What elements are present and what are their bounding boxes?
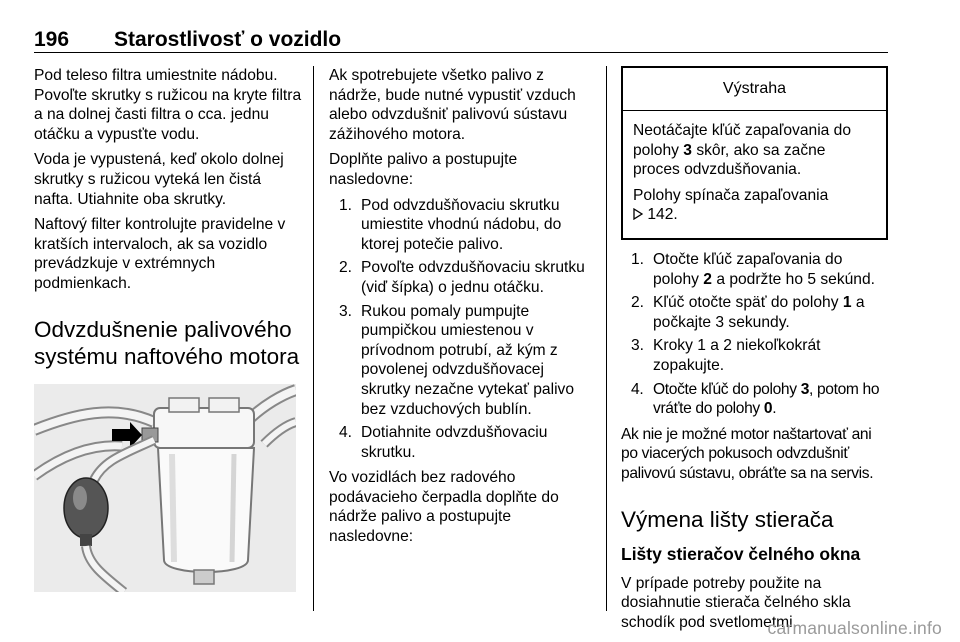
- warning-text: Neotáčajte kľúč zapaľovania do polohy 3 skôr, ako sa začne proces odvzdušňovania.: [633, 122, 852, 179]
- warning-box: [621, 66, 888, 240]
- paragraph-wiper-step: V prípade potreby použite na dosiahnutie stierača čelného skla schodík pod svetlometmi.: [621, 574, 851, 631]
- warning-reference: Polohy spínača zapaľovania 142.: [633, 186, 876, 226]
- warning-title: Výstraha: [623, 68, 886, 111]
- watermark: carmanualsonline.info: [767, 618, 942, 638]
- page-number: 196: [34, 28, 70, 51]
- list-item: 1. Otočte kľúč zapaľovania do polohy 2 a podržte ho 5 sekúnd.: [631, 250, 875, 288]
- ignition-steps: [621, 250, 888, 419]
- fuel-filter-diagram: [34, 384, 296, 592]
- bleeding-steps: [329, 196, 591, 463]
- subsection-title-windscreen: Lišty stieračov čelného okna: [621, 543, 861, 564]
- list-item: 2. Kľúč otočte späť do polohy 1 a počkajte 3 sekundy.: [631, 294, 865, 331]
- fuel-filter-illustration: [34, 384, 296, 592]
- paragraph-drain-water: Pod teleso filtra umiestnite nádobu. Povoľte skrutky s ružicou na kryte filtra a na dolnej časti filtra o cca. jednu otáčku a vypusťte vodu.: [34, 67, 302, 143]
- list-item: 2. Povoľte odvzdušňovaciu skrutku (viď šípka) o jednu otáčku.: [339, 259, 585, 296]
- paragraph-tighten-screws: Voda je vypustená, keď okolo dolnej skrutky s ružicou vyteká len čistá nafta. Utiahnite oba skrutky.: [34, 151, 284, 208]
- list-item: 4. Dotiahnite odvzdušňovaciu skrutku.: [339, 424, 548, 461]
- paragraph-refuel: Doplňte palivo a postupujte nasledovne:: [329, 151, 518, 188]
- warning-body: [623, 111, 886, 238]
- section-title-bleeding: Odvzdušnenie palivového systému naftového motora: [34, 316, 300, 369]
- section-title-wiper: Výmena lišty stierača: [621, 506, 834, 532]
- paragraph-contact-service: Ak nie je možné motor naštartovať ani po viacerých pokusoch odvzdušniť palivovú sústavu, obráťte sa na servis.: [621, 425, 874, 482]
- paragraph-empty-tank: Ak spotrebujete všetko palivo z nádrže, bude nutné vypustiť vzduch alebo odvzdušniť palivovú sústavu zážihového motora.: [329, 67, 576, 143]
- list-item: 4. Otočte kľúč do polohy 3, potom ho vráťte do polohy 0.: [631, 380, 880, 418]
- column-left: [34, 66, 302, 592]
- column-right: [621, 66, 888, 638]
- page-reference-link[interactable]: 142.: [647, 206, 678, 224]
- column-middle: [329, 66, 591, 553]
- triangle-right-outline-icon: [633, 206, 643, 226]
- paragraph-check-interval: Naftový filter kontrolujte pravidelne v kratších intervaloch, ak sa vozidlo prevádzkuje v extrémnych podmienkach.: [34, 216, 286, 292]
- list-item: 1. Pod odvzdušňovaciu skrutku umiestite vhodnú nádobu, do ktorej potečie palivo.: [339, 196, 562, 253]
- list-item: 3. Kroky 1 a 2 niekoľkokrát zopakujte.: [631, 337, 821, 374]
- column-divider-1: [313, 66, 314, 611]
- list-item: 3. Rukou pomaly pumpujte pumpičkou umiestenou v prívodnom potrubí, až kým z povolenej odvzdušňovacej skrutky nezačne vytekať palivo bez vzduchových bublín.: [339, 302, 574, 418]
- chapter-title: Starostlivosť o vozidlo: [114, 28, 342, 51]
- paragraph-no-feed-pump: Vo vozidlách bez radového podávacieho čerpadla doplňte do nádrže palivo a postupujte nasledovne:: [329, 469, 559, 546]
- column-divider-2: [606, 66, 607, 611]
- page-header: [34, 28, 888, 54]
- header-divider: [34, 52, 888, 53]
